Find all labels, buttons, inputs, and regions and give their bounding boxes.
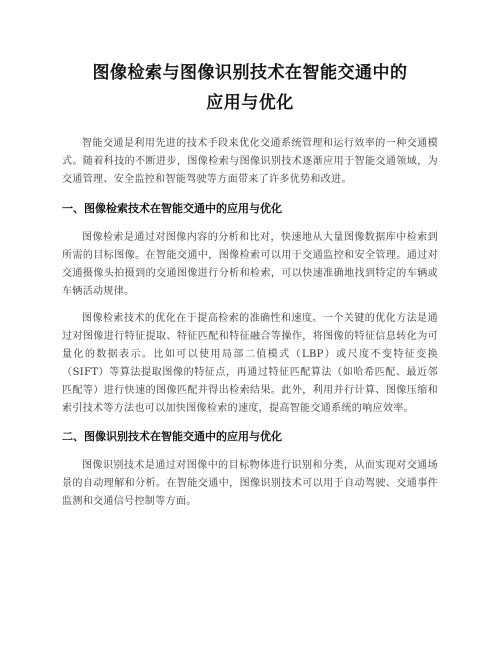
section1-paragraph-2: 图像检索技术的优化在于提高检索的准确性和速度。一个关键的优化方法是通过对图像进行特征提取、特征匹配和特征融合等操作，将图像的特征信息转化为可量化的数据表示。比如可以使用局部二值模式（LBP）或尺度不变特征变换（SIFT）等算法提取图像的特征点，再通过特征匹配算法（如哈希匹配、最近邻匹配等）进行快速的图像匹配并得出检索结果。此外，利用并行计算、图像压缩和索引技术等方法也可以加快图像检索的速度，提高智能交通系统的响应效率。 [62,313,438,414]
intro-paragraph: 智能交通是利用先进的技术手段来优化交通系统管理和运行效率的一种交通模式。随着科技的不断进步，图像检索与图像识别技术逐渐应用于智能交通领域，为交通管理、安全监控和智能驾驶等方面带来了许多优势和改进。 [62,138,438,185]
section2-paragraph-1: 图像识别技术是通过对图像中的目标物体进行识别和分类，从而实现对交通场景的自动理解和分析。在智能交通中，图像识别技术可以用于自动驾驶、交通事件监测和交通信号控制等方面。 [62,460,438,507]
section2-heading: 二、图像识别技术在智能交通中的应用与优化 [62,430,282,443]
section1-paragraph-1: 图像检索是通过对图像内容的分析和比对，快速地从大量图像数据库中检索到所需的目标图像。在智能交通中，图像检索可以用于交通监控和安全管理。通过对交通摄像头拍摄到的交通图像进行分析和检索，可以快速准确地找到特定的车辆或车辆活动规律。 [62,232,438,297]
doc-title-line1: 图像检索与图像识别技术在智能交通中的 [92,63,408,83]
section1-heading: 一、图像检索技术在智能交通中的应用与优化 [62,202,282,215]
doc-title-line2: 应用与优化 [206,93,294,113]
